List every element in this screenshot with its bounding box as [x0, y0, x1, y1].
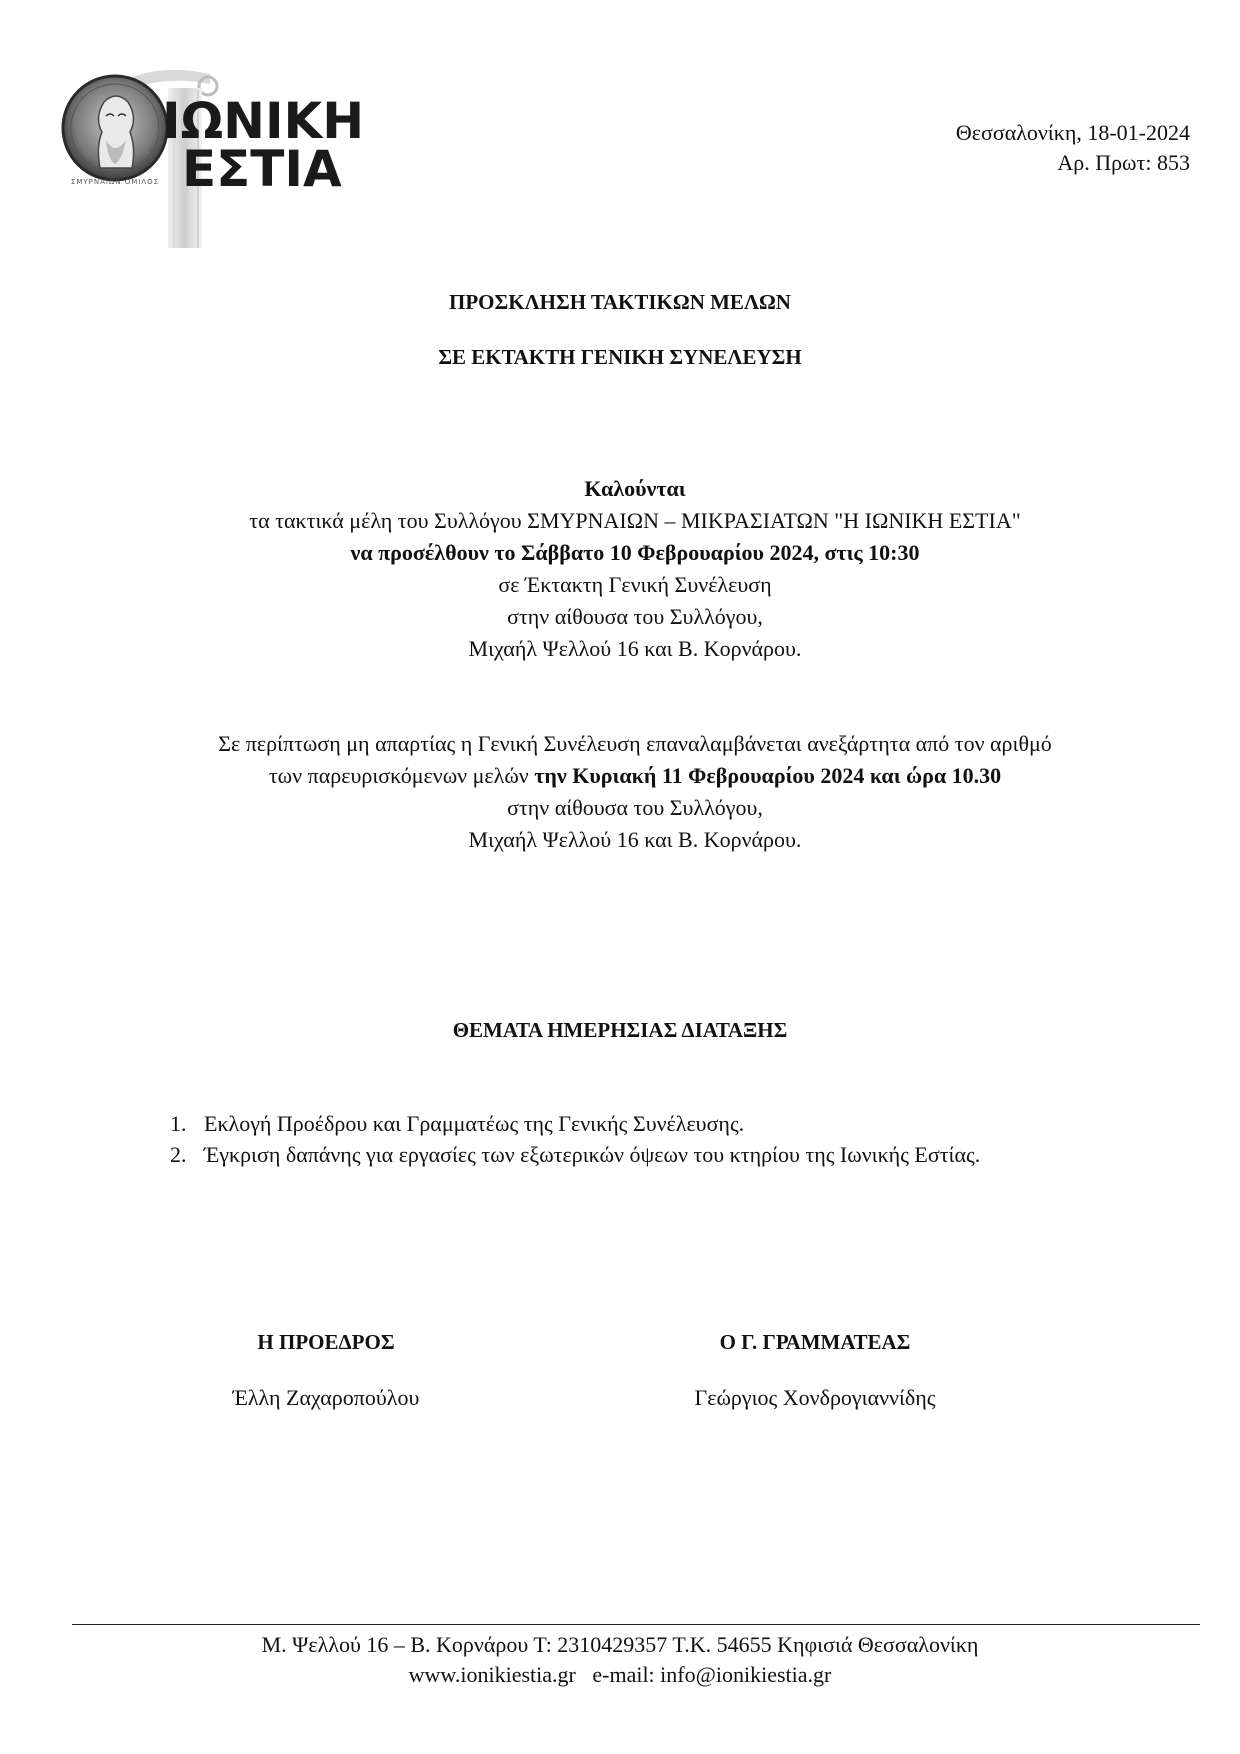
repeat-line2-prefix: των παρευρισκόμενων μελών [268, 763, 529, 788]
agenda-item-text: Εκλογή Προέδρου και Γραμματέως της Γενικής Συνέλευσης. [204, 1111, 745, 1136]
invitation-members: τα τακτικά μέλη του Συλλόγου ΣΜΥΡΝΑΙΩΝ – ΜΙΚΡΑΣΙΑΤΩΝ "Η ΙΩΝΙΚΗ ΕΣΤΙΑ" [249, 508, 1021, 533]
footer [0, 1630, 1240, 1690]
agenda-item-number: 2. [170, 1142, 187, 1167]
signature-secretary [615, 1330, 1015, 1411]
invitation-heading: Καλούνται [584, 476, 686, 501]
place-date: Θεσσαλονίκη, 18-01-2024 [955, 120, 1190, 145]
brand-line2: ΕΣΤΙΑ [182, 140, 342, 198]
signature-president [126, 1330, 526, 1411]
agenda-item-text: Έγκριση δαπάνης για εργασίες των εξωτερικών όψεων του κτηρίου της Ιωνικής Εστίας. [204, 1142, 981, 1167]
logo [60, 60, 365, 250]
repeat-address: Μιχαήλ Ψελλού 16 και Β. Κορνάρου. [468, 827, 802, 852]
secretary-name: Γεώργιος Χονδρογιαννίδης [694, 1385, 936, 1410]
agenda-title: ΘΕΜΑΤΑ ΗΜΕΡΗΣΙΑΣ ΔΙΑΤΑΞΗΣ [452, 1018, 788, 1042]
repeat-venue: στην αίθουσα του Συλλόγου, [507, 795, 763, 820]
invitation-block [0, 473, 1240, 665]
invitation-date: να προσέλθουν το Σάββατο 10 Φεβρουαρίου 2024, στις 10:30 [350, 540, 920, 565]
agenda-item [170, 1108, 980, 1139]
seal-text: ΣΜΥΡΝΑΙΩΝ ΟΜΙΛΟΣ [70, 178, 160, 186]
agenda-item [170, 1139, 980, 1170]
repeat-line1: Σε περίπτωση μη απαρτίας η Γενική Συνέλευση επαναλαμβάνεται ανεξάρτητα από τον αριθμό [218, 731, 1052, 756]
title-invitation: ΠΡΟΣΚΛΗΣΗ ΤΑΚΤΙΚΩΝ ΜΕΛΩΝ [449, 290, 791, 314]
invitation-address: Μιχαήλ Ψελλού 16 και Β. Κορνάρου. [468, 636, 802, 661]
invitation-meeting: σε Έκτακτη Γενική Συνέλευση [498, 572, 772, 597]
footer-website[interactable]: www.ionikiestia.gr [408, 1662, 576, 1687]
footer-email[interactable]: e-mail: info@ionikiestia.gr [592, 1662, 832, 1687]
brand-line1: ΙΩΝΙΚΗ [162, 92, 365, 150]
agenda-list [170, 1108, 980, 1170]
header-meta [956, 118, 1190, 178]
president-name: Έλλη Ζαχαροπούλου [232, 1385, 420, 1410]
repeat-line2 [0, 760, 1240, 792]
protocol-number: Αρ. Πρωτ: 853 [1057, 150, 1190, 175]
footer-contact [0, 1660, 1240, 1690]
footer-address: Μ. Ψελλού 16 – Β. Κορνάρου Τ: 2310429357 Τ.Κ. 54655 Κηφισιά Θεσσαλονίκη [261, 1632, 979, 1657]
president-title: Η ΠΡΟΕΔΡΟΣ [257, 1330, 395, 1354]
footer-divider [72, 1624, 1200, 1625]
repeat-block [0, 728, 1240, 856]
invitation-venue: στην αίθουσα του Συλλόγου, [507, 604, 763, 629]
title-assembly: ΣΕ ΕΚΤΑΚΤΗ ΓΕΝΙΚΗ ΣΥΝΕΛΕΥΣΗ [438, 345, 802, 369]
secretary-title: Ο Γ. ΓΡΑΜΜΑΤΕΑΣ [719, 1330, 911, 1354]
repeat-line2-date: την Κυριακή 11 Φεβρουαρίου 2024 και ώρα 10.30 [534, 763, 1002, 788]
agenda-item-number: 1. [170, 1111, 187, 1136]
